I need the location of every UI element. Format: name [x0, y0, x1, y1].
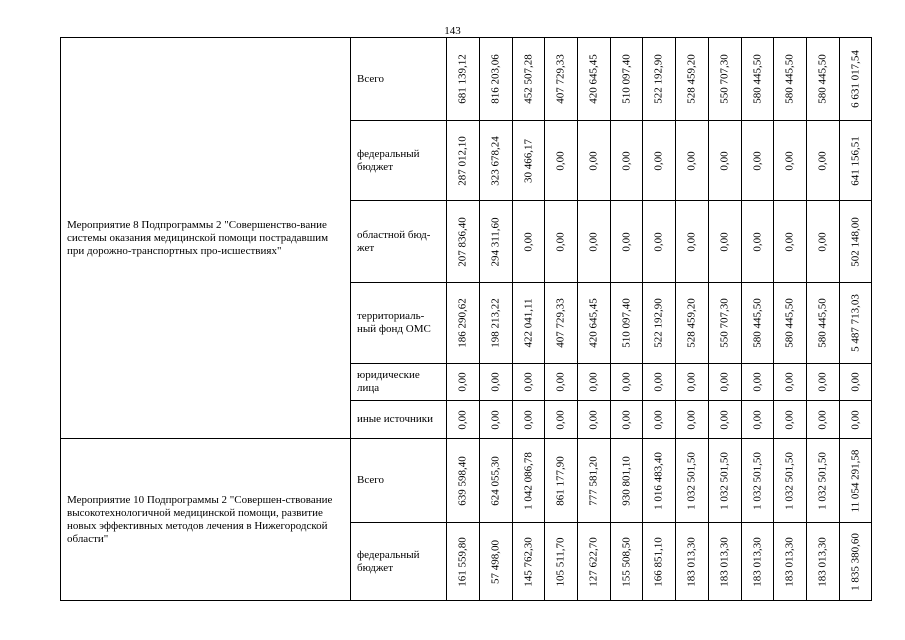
value-cell: [676, 364, 709, 401]
value-text: 0,00: [554, 150, 567, 171]
value-text: 0,00: [456, 372, 469, 392]
value-cell: [578, 439, 611, 523]
value-cell: [480, 121, 513, 201]
page-number: 143: [444, 25, 461, 37]
value-text: 0,00: [554, 409, 567, 430]
value-cell: [447, 121, 480, 201]
value-cell: [578, 283, 611, 364]
value-text: 1 032 501,50: [685, 451, 698, 510]
value-text: 422 041,11: [522, 298, 534, 348]
value-cell: [774, 38, 807, 121]
value-text: 580 445,50: [816, 54, 829, 104]
value-cell: [611, 523, 643, 601]
value-text: 0,00: [652, 231, 665, 252]
value-cell: [774, 523, 807, 601]
value-text: 0,00: [685, 150, 698, 171]
funding-table: [60, 37, 872, 601]
value-text: 0,00: [751, 150, 763, 171]
value-text: 0,00: [718, 231, 731, 252]
value-text: 0,00: [587, 150, 600, 171]
value-cell: [709, 364, 742, 401]
value-cell: [676, 523, 709, 601]
value-text: 0,00: [751, 231, 763, 252]
value-text: 420 645,45: [587, 54, 600, 104]
value-text: 287 012,10: [456, 135, 469, 186]
value-text: 580 445,50: [751, 54, 763, 104]
value-text: 1 032 501,50: [718, 451, 731, 510]
value-cell: [513, 283, 545, 364]
value-text: 641 156,51: [849, 135, 861, 186]
value-cell: [643, 121, 676, 201]
value-text: 0,00: [652, 409, 665, 430]
value-cell: [840, 401, 872, 439]
value-text: 183 013,30: [751, 536, 763, 587]
value-text: 522 192,90: [652, 54, 665, 104]
value-cell: [774, 439, 807, 523]
value-cell: [643, 439, 676, 523]
funding-source: иные источники: [351, 401, 447, 439]
value-text: 0,00: [522, 372, 534, 392]
value-text: 183 013,30: [685, 536, 698, 587]
value-cell: [676, 283, 709, 364]
funding-source: Всего: [351, 439, 447, 523]
value-text: 166 851,10: [652, 536, 665, 587]
value-cell: [578, 401, 611, 439]
value-cell: [643, 401, 676, 439]
value-text: 0,00: [554, 231, 567, 252]
value-cell: [545, 121, 578, 201]
value-cell: [480, 201, 513, 283]
value-text: 0,00: [587, 231, 600, 252]
value-text: 0,00: [718, 150, 731, 171]
value-text: 0,00: [554, 372, 567, 392]
value-cell: [807, 201, 840, 283]
value-cell: [447, 364, 480, 401]
value-text: 198 213,22: [489, 298, 502, 348]
value-cell: [676, 121, 709, 201]
value-text: 186 290,62: [456, 298, 469, 348]
value-cell: [513, 364, 545, 401]
value-cell: [807, 38, 840, 121]
value-text: 1 032 501,50: [783, 451, 796, 510]
value-cell: [611, 121, 643, 201]
value-cell: [480, 364, 513, 401]
value-cell: [545, 38, 578, 121]
value-text: 528 459,20: [685, 298, 698, 348]
value-cell: [447, 523, 480, 601]
value-cell: [742, 38, 774, 121]
table-body: [61, 38, 872, 601]
funding-source: федеральный бюджет: [351, 121, 447, 201]
value-cell: [447, 283, 480, 364]
value-cell: [742, 201, 774, 283]
value-text: 5 487 713,03: [849, 294, 861, 352]
value-text: 0,00: [783, 231, 796, 252]
value-text: 0,00: [751, 372, 763, 392]
value-cell: [480, 401, 513, 439]
value-text: 639 598,40: [456, 455, 469, 506]
value-text: 510 097,40: [620, 298, 632, 348]
value-text: 183 013,30: [718, 536, 731, 587]
value-text: 1 016 483,40: [652, 451, 665, 510]
value-text: 0,00: [620, 231, 632, 252]
value-cell: [840, 201, 872, 283]
value-cell: [676, 201, 709, 283]
value-text: 510 097,40: [620, 54, 632, 104]
value-text: 407 729,33: [554, 298, 567, 348]
value-cell: [480, 523, 513, 601]
value-cell: [611, 283, 643, 364]
value-cell: [611, 38, 643, 121]
value-cell: [578, 201, 611, 283]
value-cell: [840, 364, 872, 401]
value-cell: [578, 523, 611, 601]
value-cell: [513, 401, 545, 439]
value-cell: [611, 201, 643, 283]
value-cell: [513, 201, 545, 283]
value-cell: [807, 283, 840, 364]
value-cell: [480, 38, 513, 121]
value-cell: [709, 121, 742, 201]
value-cell: [480, 439, 513, 523]
value-cell: [545, 523, 578, 601]
event-description: Мероприятие 8 Подпрограммы 2 "Совершенство-вание системы оказания медицинской помощи пострадавшим при дорожно-транспортных про-исшествиях": [61, 38, 351, 439]
value-text: 0,00: [652, 150, 665, 171]
value-cell: [840, 121, 872, 201]
value-text: 816 203,06: [489, 54, 502, 104]
value-text: 0,00: [816, 372, 829, 392]
value-text: 0,00: [751, 409, 763, 430]
value-cell: [513, 121, 545, 201]
value-cell: [709, 439, 742, 523]
value-cell: [643, 201, 676, 283]
value-text: 0,00: [522, 409, 534, 430]
value-cell: [545, 401, 578, 439]
value-cell: [545, 283, 578, 364]
value-cell: [742, 283, 774, 364]
value-cell: [774, 401, 807, 439]
value-cell: [709, 38, 742, 121]
value-cell: [447, 38, 480, 121]
value-text: 502 148,00: [849, 216, 861, 267]
value-cell: [807, 364, 840, 401]
value-text: 0,00: [620, 150, 632, 171]
value-cell: [480, 283, 513, 364]
value-cell: [578, 121, 611, 201]
value-text: 777 581,20: [587, 455, 600, 506]
funding-source: Всего: [351, 38, 447, 121]
funding-source: юридические лица: [351, 364, 447, 401]
value-cell: [611, 439, 643, 523]
value-text: 407 729,33: [554, 54, 567, 104]
value-cell: [840, 439, 872, 523]
value-text: 183 013,30: [816, 536, 829, 587]
value-text: 522 192,90: [652, 298, 665, 348]
value-text: 183 013,30: [783, 536, 796, 587]
value-text: 6 631 017,54: [849, 50, 861, 108]
value-cell: [578, 364, 611, 401]
value-text: 0,00: [489, 372, 502, 392]
value-cell: [807, 439, 840, 523]
value-text: 0,00: [783, 409, 796, 430]
value-text: 0,00: [685, 372, 698, 392]
value-text: 0,00: [620, 409, 632, 430]
value-text: 420 645,45: [587, 298, 600, 348]
table-row: [61, 38, 872, 121]
value-text: 580 445,50: [751, 298, 763, 348]
value-text: 207 836,40: [456, 216, 469, 267]
value-cell: [709, 201, 742, 283]
value-text: 30 466,17: [522, 138, 534, 183]
value-cell: [545, 439, 578, 523]
value-text: 580 445,50: [783, 54, 796, 104]
value-cell: [742, 364, 774, 401]
value-text: 294 311,60: [489, 216, 502, 267]
value-text: 155 508,50: [620, 536, 632, 587]
value-text: 0,00: [816, 409, 829, 430]
funding-source: территориаль-ный фонд ОМС: [351, 283, 447, 364]
value-cell: [513, 523, 545, 601]
funding-source: федеральный бюджет: [351, 523, 447, 601]
value-cell: [709, 523, 742, 601]
value-cell: [513, 439, 545, 523]
value-cell: [578, 38, 611, 121]
value-cell: [742, 401, 774, 439]
value-cell: [742, 523, 774, 601]
value-text: 0,00: [685, 231, 698, 252]
value-cell: [545, 364, 578, 401]
value-cell: [447, 401, 480, 439]
value-text: 624 055,30: [489, 455, 502, 506]
value-text: 550 707,30: [718, 298, 731, 348]
value-cell: [643, 38, 676, 121]
table-row: [61, 439, 872, 523]
value-text: 145 762,30: [522, 536, 534, 587]
value-cell: [513, 38, 545, 121]
value-text: 0,00: [620, 372, 632, 392]
value-text: 0,00: [816, 150, 829, 171]
value-text: 323 678,24: [489, 135, 502, 186]
value-text: 0,00: [718, 409, 731, 430]
value-cell: [643, 523, 676, 601]
value-cell: [807, 401, 840, 439]
value-cell: [709, 401, 742, 439]
value-cell: [774, 121, 807, 201]
value-text: 580 445,50: [816, 298, 829, 348]
value-cell: [447, 439, 480, 523]
value-cell: [774, 283, 807, 364]
value-text: 105 511,70: [554, 536, 567, 587]
value-text: 0,00: [783, 372, 796, 392]
value-text: 57 498,00: [489, 539, 502, 584]
value-cell: [676, 401, 709, 439]
value-cell: [447, 201, 480, 283]
value-text: 930 801,10: [620, 455, 632, 506]
value-text: 0,00: [849, 372, 861, 392]
value-cell: [742, 121, 774, 201]
value-text: 550 707,30: [718, 54, 731, 104]
value-cell: [807, 121, 840, 201]
value-text: 1 032 501,50: [816, 451, 829, 510]
value-text: 528 459,20: [685, 54, 698, 104]
value-cell: [643, 283, 676, 364]
value-cell: [676, 38, 709, 121]
value-text: 0,00: [587, 409, 600, 430]
value-cell: [643, 364, 676, 401]
value-cell: [709, 283, 742, 364]
value-text: 0,00: [718, 372, 731, 392]
value-text: 0,00: [652, 372, 665, 392]
value-text: 0,00: [587, 372, 600, 392]
value-cell: [774, 364, 807, 401]
event-description: Мероприятие 10 Подпрограммы 2 "Совершен-ствование высокотехнологичной медицинской помощи, развитие новых эффективных методов лечения в Нижегородской области": [61, 439, 351, 601]
value-text: 0,00: [849, 409, 861, 430]
value-cell: [545, 201, 578, 283]
value-text: 1 835 380,60: [849, 532, 861, 591]
value-text: 580 445,50: [783, 298, 796, 348]
value-cell: [840, 283, 872, 364]
value-text: 11 054 291,58: [849, 449, 861, 512]
value-text: 0,00: [489, 409, 502, 430]
value-cell: [840, 523, 872, 601]
value-cell: [611, 364, 643, 401]
value-text: 452 507,28: [522, 54, 534, 104]
funding-source: областной бюд-жет: [351, 201, 447, 283]
value-text: 0,00: [783, 150, 796, 171]
value-text: 0,00: [522, 231, 534, 252]
value-text: 127 622,70: [587, 536, 600, 587]
value-cell: [774, 201, 807, 283]
value-text: 0,00: [816, 231, 829, 252]
value-text: 161 559,80: [456, 536, 469, 587]
value-cell: [742, 439, 774, 523]
value-text: 1 032 501,50: [751, 451, 763, 510]
value-cell: [840, 38, 872, 121]
value-text: 681 139,12: [456, 54, 469, 104]
value-cell: [807, 523, 840, 601]
value-text: 861 177,90: [554, 455, 567, 506]
value-cell: [676, 439, 709, 523]
value-text: 1 042 086,78: [522, 451, 534, 510]
value-text: 0,00: [685, 409, 698, 430]
value-text: 0,00: [456, 409, 469, 430]
value-cell: [611, 401, 643, 439]
